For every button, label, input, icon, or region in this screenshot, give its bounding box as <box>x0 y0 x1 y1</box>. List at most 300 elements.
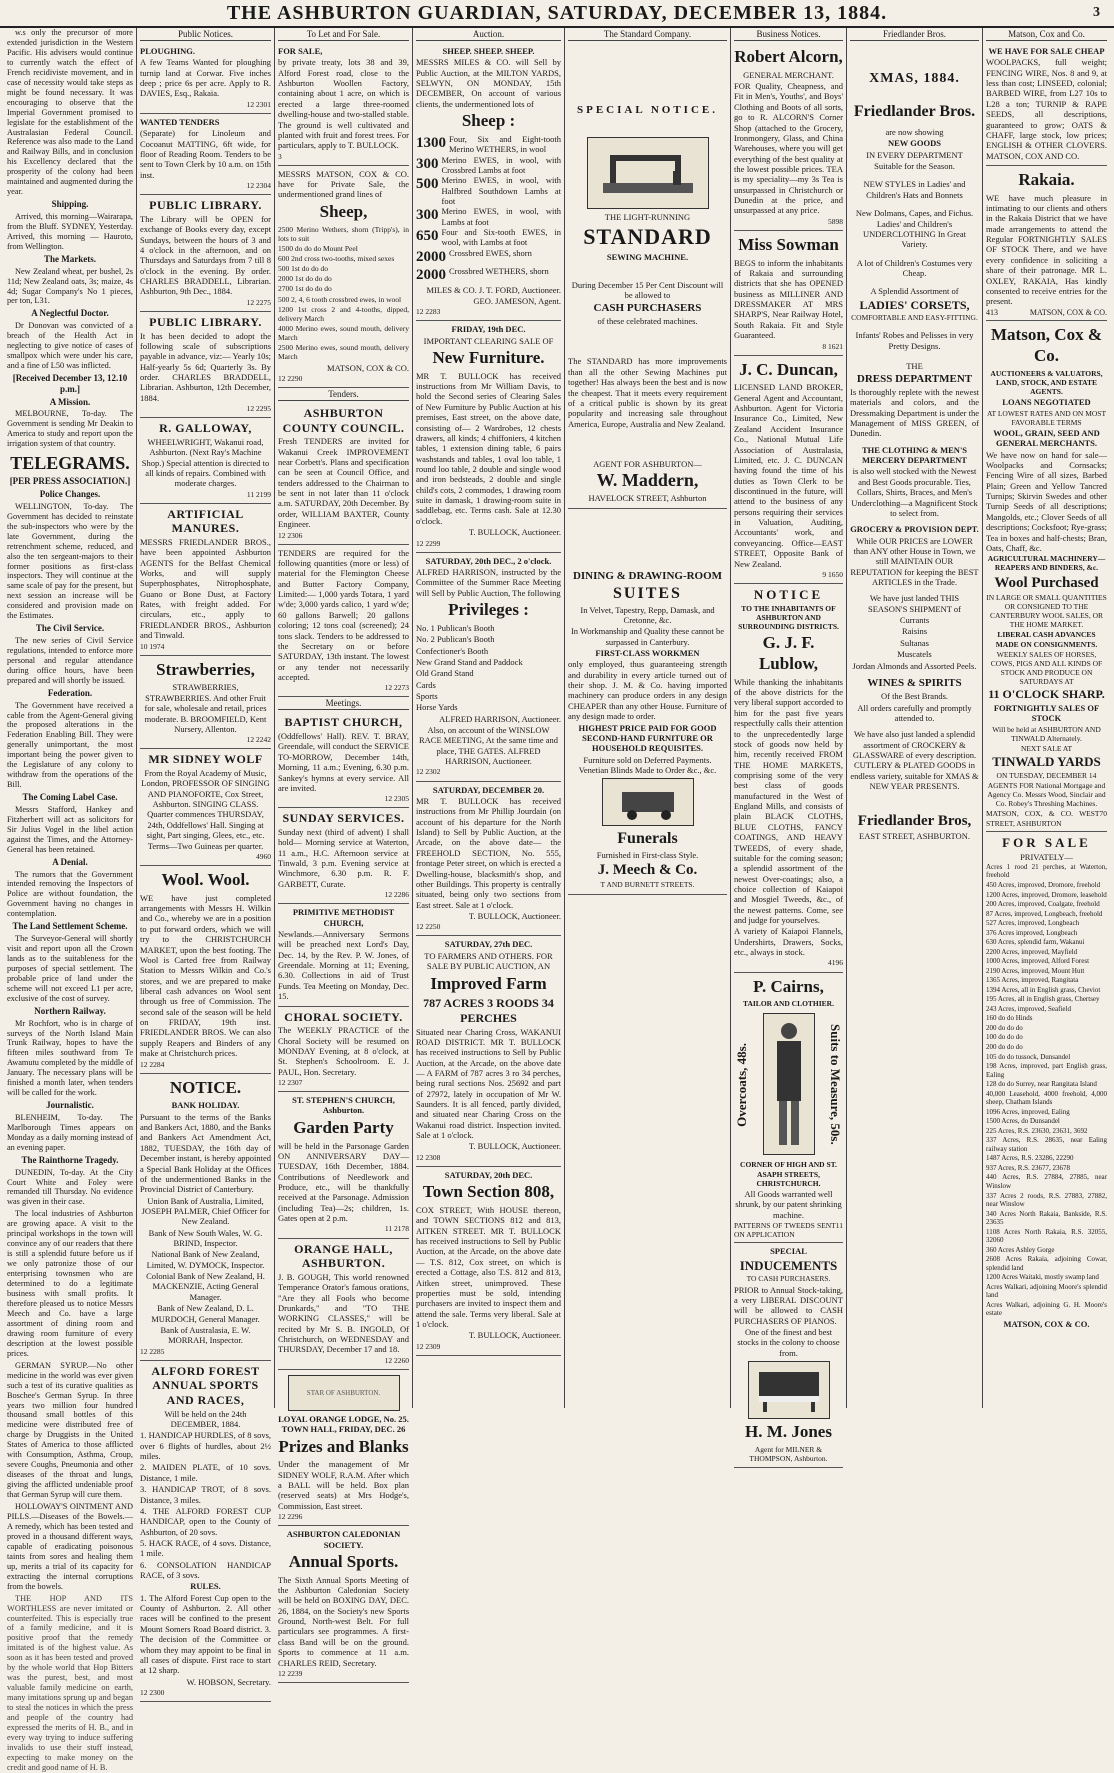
land-lot: 337 Acres, R.S. 28635, near Ealing railway station <box>986 1136 1107 1153</box>
special-notice: SPECIAL NOTICE. <box>577 104 718 116</box>
garden-party-ad <box>278 1092 409 1238</box>
ad-number: 11 2199 <box>246 489 271 499</box>
ad-signature: T. BULLOCK, Auctioneer. <box>468 1330 561 1341</box>
comfortable-text: COMFORTABLE AND EASY-FITTING. <box>851 313 978 323</box>
rakaia-ad <box>986 166 1107 321</box>
bank-entry: Bank of Australasia, E. W. MORRAH, Inspector. <box>160 1324 251 1346</box>
column-heading: The Standard Company. <box>568 28 727 41</box>
fruit-item: Jordan Almonds and Assorted Peels. <box>852 660 977 671</box>
meech-name: J. Meech & Co. <box>597 862 698 879</box>
ad-title: R. GALLOWAY, <box>159 421 252 436</box>
ad-number: 12 2275 <box>246 297 271 307</box>
land-lot: 337 Acres 2 roods, R.S. 27883, 27882, near Winslow <box>986 1191 1107 1209</box>
fruit-item: Sultanas <box>900 637 929 648</box>
piano-illustration <box>748 1361 830 1419</box>
weekly-sales: WEEKLY SALES OF HORSES, COWS, PIGS AND ALL KINDS OF STOCK AND PRODUCE ON SATURDAYS AT <box>990 649 1103 687</box>
shipping-heading: Shipping. <box>51 199 89 210</box>
sheep-line: 1500 do do do Mount Peel <box>278 243 358 253</box>
ad-title: FOR SALE, <box>278 46 323 56</box>
meech-address: T AND BURNETT STREETS. <box>600 880 695 890</box>
cash-purchasers-label: TO CASH PURCHASERS. <box>746 1274 831 1284</box>
ad-signature: ALFRED HARRISON, Auctioneer. <box>439 713 561 724</box>
section-heading: Tenders. <box>278 388 409 401</box>
race-item: 3. HANDICAP TROT, of 8 sovs. Distance, 3 miles. <box>140 1484 271 1505</box>
ad-subtitle: BANK HOLIDAY. <box>171 1100 240 1111</box>
next-sale: NEXT SALE AT <box>1020 743 1073 753</box>
ad-title: Privileges : <box>448 600 529 620</box>
land-lot: 527 Acres, improved, Longbeach <box>986 919 1080 928</box>
civil-heading: The Civil Service. <box>35 623 105 634</box>
columns-container <box>4 28 1110 1772</box>
friedlander-title: Friedlander Bros. <box>853 103 976 120</box>
news-intro: w.s only the precursor of more extended jurisdiction in the Western Pacific. His advisers would continue to currently watch the effect of French recidiviste movement, and in case of necessity would take steps as might be found necessary. It was encouraging to observe that the Imperial Government promised to legislate for the establishment of the Australasian Federal Council. Reference was also made to the Land and Railway Bills, and in conclusion his Excellency declared that the prosperity of the colony had been maintained and augmented during the year. <box>7 28 133 197</box>
friedlander-address: EAST STREET, ASHBURTON. <box>859 830 970 841</box>
agent-name: W. Maddern, <box>596 470 699 491</box>
overcoats-label: Overcoats, 48s. <box>734 1042 749 1127</box>
dining-heading: DINING & DRAWING-ROOM <box>572 569 723 582</box>
ad-text: The Library will be OPEN for exchange of Books every day, except Sundays, between the hours of 3 and 4 o'clock in the afternoon, and on Thursdays and Saturdays from 7 till 8 o'clock in the evening. By order. CHARLES BRADDELL, Librarian. Ashburton, 9th Dec., 1884. <box>140 213 271 297</box>
for-sale-ad <box>986 832 1107 1334</box>
galloway-ad <box>140 418 271 504</box>
privileges-ad <box>416 553 561 782</box>
sewing-machine-illustration <box>587 137 709 209</box>
doctor-text: Dr Donovan was convicted of a breach of the Health Act in neglecting to give notice of cases of smallpox which were under his care, and a fine of L50 was inflicted. <box>7 321 133 371</box>
light-running: THE LIGHT-RUNNING <box>604 212 691 223</box>
ad-number: 12 2306 <box>278 530 303 540</box>
butter-factory-ad <box>278 545 409 698</box>
friedlander-footer-title: Friedlander Bros, <box>857 812 972 829</box>
lublow-ad <box>734 584 843 973</box>
race-item: 1. HANDICAP HURDLES, of 8 sovs, over 6 flights of hurdles, about 2½ miles. <box>140 1430 271 1462</box>
ad-number: 3 <box>278 151 282 161</box>
civil-text: The new series of Civil Service regulations, intended to enforce more personal and regular attendance during office hours, have been prepared and will shortly be issued. <box>7 636 133 685</box>
land-lot: 1000 Acres, improved, Alford Forest <box>986 957 1090 966</box>
ad-title: Prizes and Blanks <box>278 1436 409 1456</box>
sheep-line: 4000 Merino ewes, sound mouth, delivery March <box>278 323 409 343</box>
ploughing-ad <box>140 43 271 114</box>
improved-farm-ad <box>416 936 561 1167</box>
ad-signature: MILES & CO. J. T. FORD, Auctioneer. GEO. JAMESON, Agent. <box>426 285 561 306</box>
star-of-ashburton-caption: STAR OF ASHBURTON. <box>306 1388 381 1397</box>
crockery-text: We have also just landed a splendid assortment of CROCKERY & GLASSWARE of every description. CUTLERY & PLATED GOODS in endless variety, suitable for XMAS & NEW YEAR PRESENTS. <box>850 729 979 792</box>
alcorn-ad <box>734 43 843 231</box>
settlement-text: The Surveyor-General will shortly visit and report upon all the Crown lands as to the suitableness for the purposes of special settlement. The probable price of land under the scheme will not exceed L1 per acre, exclusive of the cost of survey. <box>7 934 133 1003</box>
wines-heading: WINES & SPIRITS <box>867 676 962 689</box>
ad-title: MR SIDNEY WOLF <box>148 752 263 767</box>
markets-heading: The Markets. <box>44 253 96 264</box>
fruit-item: Currants <box>899 615 930 626</box>
wool-purchased-heading: Wool Purchased <box>994 574 1099 591</box>
tenders-wanted-ad <box>140 114 271 195</box>
ad-title: ORANGE HALL, ASHBURTON. <box>294 1241 393 1271</box>
sheep-line: 2500 Merino Wethers, shorn (Tripp's), in lots to suit <box>278 224 409 243</box>
ad-title: New Furniture. <box>432 348 545 368</box>
sewing-machine-label: SEWING MACHINE. <box>606 251 689 262</box>
strawberries-ad <box>140 656 271 750</box>
land-lot: 200 Acres, improved, Coalgate, freehold <box>986 900 1100 909</box>
library-hours-ad <box>140 195 271 312</box>
ad-lead: TO FARMERS AND OTHERS. FOR SALE BY PUBLIC AUCTION, AN <box>424 950 553 972</box>
sheep-lot <box>416 206 561 227</box>
town-section-ad <box>416 1167 561 1356</box>
grocery-text: While OUR PRICES are LOWER than ANY other House in Town, we still MAINTAIN OUR REPUTATION for keeping the BEST ARTICLES in the Trade. <box>850 535 979 588</box>
ad-footer-row <box>986 809 1107 827</box>
landed-text: We have just landed THIS SEASON'S SHIPMENT of <box>867 593 961 614</box>
ad-number: 4960 <box>256 851 271 861</box>
loans-heading: LOANS NEGOTIATED <box>1002 397 1091 408</box>
ad-signature: MATSON, COX & CO. <box>327 362 409 373</box>
ad-title: PUBLIC LIBRARY. <box>149 314 262 329</box>
ad-text: From the Royal Academy of Music, London, PROFESSOR OF SINGING AND PIANOFORTE, Cox Street, Ashburton. SINGING CLASS. Quarter commences THURSDAY, 24th, Oddfellows' Hall. Singing at sight, Part singing, Glees, etc., etc. Terms—Two Guineas per quarter. <box>141 768 270 851</box>
land-lot: 1200 Acres, improved, Dromore, leasehold <box>986 890 1107 899</box>
county-council-ad <box>278 403 409 545</box>
mercery-text: is also well stocked with the Newest and Best Goods procurable. Ties, Collars, Shirts, Braces, and Men's Underclothing—a Magnificent Stock to select from. <box>851 466 978 518</box>
ad-title: Matson, Cox & Co. <box>991 325 1102 366</box>
ad-date: SATURDAY, 27th DEC. <box>444 939 533 950</box>
costumes-text: A lot of Children's Costumes very Cheap. <box>856 257 973 278</box>
libel-text: Messrs Stafford, Hankey and Fitzherbert will act as solicitors for Sir Julius Vogel in the libel action against the Times, and the Attorney-General has been retained. <box>7 804 133 854</box>
ad-title: Improved Farm <box>430 973 547 993</box>
police-text: WELLINGTON, To-day. The Government has decided to reinstate the sub-inspectors who were by the late Government, during the retrenchment scheme, reduced, and also the ten sergeant-majors to their former positions as first-class inspectors. They will continue at the same scale of pay for the present, but next session an increase will be considered and provision made on the Estimates. <box>7 501 133 621</box>
land-lot: 1108 Acres North Rakaia, R.S. 32055, 32060 <box>986 1227 1107 1245</box>
ad-text: WE have just completed arrangements with Messrs H. Wilkin and Co., whereby we are in a position to put forward orders, which we will try to the CHRISTCHURCH MARKET, upon the best footing. The Wool is Carted free from Railway Station to Messrs Wilkin and Co.'s stores, and we are prepared to make liberal cash advances on Wool sent through us free of Commission. The second sale of the season will be held on FRIDAY, 19th inst. FRIEDLANDER BROS. We can also supply Reapers and Binders of any make at Christchurch prices. <box>140 892 271 1059</box>
land-lot: 87 Acres, improved, Longbeach, freehold <box>986 909 1103 918</box>
ad-number: 12 2239 <box>278 1668 303 1678</box>
liberal-advances: LIBERAL CASH ADVANCES MADE ON CONSIGNMENTS. <box>995 630 1098 649</box>
tragedy-heading: The Rainthorne Tragedy. <box>21 1154 119 1165</box>
land-lot: 40,000 Leasehold, 4000 freehold, 4,000 sheep, Chatham Islands <box>986 1089 1107 1107</box>
funerals-text: Furnished in First-class Style. <box>596 849 699 860</box>
ad-text: The Sixth Annual Sports Meeting of the Ashburton Caledonian Society will be held on BOXING DAY, DEC. 26, 1884, on the Society's new Sports Ground, North-west Belt. For full particulars see programmes. A first-class Band will be on the ground. Sports to commence at 11 a.m. CHARLES REID, Secretary. <box>278 1574 409 1668</box>
ad-title: ASHBURTON COUNTY COUNCIL. <box>282 406 405 435</box>
ad-signature: MATSON, COX & CO. <box>1029 307 1107 317</box>
rules-text: 1. The Alford Forest Cup open to the County of Ashburton. 2. All other races will be confined to the present Mount Somers Road Board district. 3. The decision of the Committee or whom they may appoint to be final in all cases of dispute. First race to start at 12 sharp. <box>140 1592 271 1676</box>
ad-text: BEGS to inform the inhabitants of Rakaia and surrounding districts that she has OPENED business as MILLINER AND DRESSMAKER AT MRS SHARP'S, Near Railway Hotel, South Rakaia. Fit and Style Guaranteed. <box>734 257 843 341</box>
ad-title: Rakaia. <box>1018 169 1075 189</box>
ad-text: Fresh TENDERS are invited for Wakanui Creek IMPROVEMENT near Corbett's. Plans and specification can be seen at Council Office, and tenders addressed to the Chairman to be sent in not later than 11 o'clock a.m. SATURDAY, 20th December. By order, WILLIAM BAXTER, County Engineer. <box>278 436 409 530</box>
sowman-ad <box>734 231 843 356</box>
ad-subtitle: AUCTIONEERS & VALUATORS, LAND, STOCK, AND ESTATE AGENTS. <box>990 368 1103 397</box>
race-item: 5. HACK RACE, of 4 sovs. Distance, 1 mile. <box>140 1537 271 1559</box>
ad-number: 11 2178 <box>384 1224 409 1234</box>
agri-machinery: AGRICULTURAL MACHINERY— REAPERS AND BINDERS, &c. <box>987 554 1106 573</box>
ad-title: PUBLIC LIBRARY. <box>149 198 262 213</box>
fortnightly-text: Will be held at ASHBURTON AND TINWALD Alternately. <box>992 724 1101 743</box>
lot-desc: Merino EWES, in wool, with Lambs at foot <box>441 206 561 227</box>
ad-title: PLOUGHING. <box>140 46 196 56</box>
highest-price-text: HIGHEST PRICE PAID FOR GOOD SECOND-HAND FURNITURE OR HOUSEHOLD REQUISITES. <box>578 722 717 754</box>
wool-purchased-text: IN LARGE OR SMALL QUANTITIES OR CONSIGNED TO THE CANTERBURY WOOL SALES, OR THE HOME MARKET. <box>986 592 1107 630</box>
press-note: [PER PRESS ASSOCIATION.] <box>9 476 131 487</box>
tragedy-text: DUNEDIN, To-day. At the City Court White and Foley were remanded till Thursday. No evidence was given in their case. <box>7 1167 133 1207</box>
business-notices-column <box>730 28 846 1463</box>
veneer-text: Furniture sold on Deferred Payments. Venetian Blinds Made to Order &c., &c. <box>578 754 717 775</box>
land-lot: 1096 Acres, improved, Ealing <box>986 1107 1070 1116</box>
auction-column <box>412 28 564 1408</box>
cairns-ad <box>734 973 843 1244</box>
privilege-item: Horse Yards <box>416 702 458 713</box>
friedlander-ad <box>850 124 979 845</box>
column-heading: Matson, Cox and Co. <box>986 28 1107 41</box>
hearse-illustration <box>602 778 694 826</box>
ad-text: TENDERS are required for the following quantities (more or less) of material for the Flemington Cheese and Butter Factory Company, Limited:— 1,000 yards Totara, 1 yard w'de; 3,000 yards calico, 1 yard w'de; 60 gallons Barwell; 20 gallons coloring; 12 tons coal (screened); 24 tons slack. Tenders to be addressed to the Secretary on or before SATURDAY, 13th instant. The lowest or any tender not necessarily accepted. <box>278 547 409 682</box>
sheep-sale-ad <box>278 166 409 388</box>
settlement-heading: The Land Settlement Scheme. <box>12 921 128 932</box>
orders-text: All orders carefully and promptly attended to. <box>857 702 972 724</box>
new-goods: NEW GOODS <box>888 138 941 149</box>
german-syrup-text: GERMAN SYRUP.—No other medicine in the world was ever given such a test of its curative qualities as Boschee's German Syrup. In three years two million four hundred thousand small bottles of this medicine were distributed free of charge by Druggists in the United States of America to those afflicted with Consumption, Asthma, Croup, severe Coughs, Pneumonia and other diseases of the throat and lungs, giving the afflicted undeniable proof that German Syrup will cure them. <box>7 1360 133 1500</box>
jones-pianos-ad <box>734 1243 843 1468</box>
hop-bitters-text: THE HOP AND ITS WORTHLESS are never imitated or counterfeited. This is especially true of a family medicine, and it is positive proof that the remedy imitated is of the highest value. As soon as it has been tested and proved by the whole world that Hop Bitters was the purest, best, and most valuable family medicine on earth, many imitations sprung up and began to steal the notices in which the press and people of the country had expressed the merits of H. B., and in every way trying to induce suffering invalids to use their stuff instead, expecting to make money on the credit and good name of H. B. <box>7 1593 133 1772</box>
ad-text: MESSRS FRIEDLANDER BROS., have been appointed Ashburton AGENTS for the Belfast Chemical Works, and will supply Superphosphates, Nitrophosphate, Guano or Bone Dust, at Factory Rates, with freight added. For circulars, etc., apply to FRIEDLANDER BROS., Ashburton and Tinwald. <box>140 536 271 641</box>
lot-desc: Four, Six and Eight-tooth Merino WETHERS, in wool <box>449 133 561 155</box>
suites-text: In Velvet, Tapestry, Repp, Damask, and Cretonne, &c. <box>580 604 715 625</box>
land-lot: 100 do do do <box>986 1033 1023 1042</box>
library-subscriptions-ad <box>140 312 271 418</box>
cash-purchasers: CASH PURCHASERS <box>593 301 702 314</box>
ad-text: STRAWBERRIES, STRAWBERRIES. And other Fruit for sale, wholesale and retail, prices moderate. B. BROOMFIELD, Kent Nursery, Allenton. <box>144 682 267 734</box>
standard-company-column <box>564 28 730 1408</box>
sheep-lot <box>416 175 561 206</box>
orange-hall-ad <box>278 1239 409 1370</box>
ad-number: 10 1974 <box>140 641 165 651</box>
ad-number: 12 2300 <box>140 1688 165 1697</box>
prizes-blanks-ad <box>278 1370 409 1526</box>
ad-footer: A variety of Kaiapoi Flannels, Undershirts, Drawers, Socks, etc., always in stock. <box>734 926 843 958</box>
piano-icon <box>753 1366 825 1414</box>
fruit-item: Raisins <box>901 626 928 637</box>
sheep-line: 1200 1st cross 2 and 4-tooths, dipped, delivery March <box>278 304 409 323</box>
land-lot: 1487 Acres, R.S. 23286, 22290 <box>986 1154 1074 1163</box>
duncan-ad <box>734 356 843 584</box>
rules-heading: RULES. <box>190 1581 221 1592</box>
ad-number: 12 2308 <box>416 1152 441 1162</box>
freehold-ad <box>416 782 561 937</box>
fruit-item: Muscatels <box>897 649 932 660</box>
primitive-methodist-ad <box>278 904 409 1006</box>
journalistic-text: BLENHEIM, To-day. The Marlborough Times appears on Monday as a daily morning instead of an evening paper. <box>7 1112 133 1152</box>
ad-title: NOTICE. <box>169 1077 242 1097</box>
dress-text: Is thoroughly replete with the newest materials and colors, and the Dressmaking Department is under the Management of MISS GREEN, of Dunedin. <box>850 386 979 439</box>
splendid-text: A Splendid Assortment of <box>870 286 959 297</box>
ad-title: ALFORD FOREST ANNUAL SPORTS AND RACES, <box>151 1363 260 1408</box>
ad-title: Wool. Wool. <box>161 870 250 890</box>
ad-number: 12 2299 <box>416 538 441 548</box>
for-sale-list: We have now on hand for sale— Woolpacks and Cornsacks; Fencing Wire of all sizes, Barbed Plain; Green and Yellow Tancred Turnips; Skirvin Swedes and other Turnip Seeds of all descriptions; Mangolds, etc.; Clover Seeds of all descriptions; Cocksfoot; Rye-grass; Tea in boxes and half-chests; Bran, Oats, Chaff, &c. <box>986 449 1108 553</box>
ad-number: 12 2242 <box>246 735 271 745</box>
ad-number: 8 1621 <box>822 341 843 351</box>
mercery-heading: THE CLOTHING & MEN'S MERCERY DEPARTMENT <box>861 444 968 466</box>
race-item: 6. CONSOLATION HANDICAP RACE, of 3 sovs. <box>140 1559 271 1581</box>
ad-text: WE have much pleasure in intimating to our clients and others in the Rakaia District that we have made arrangements to attend the Regular FORTNIGHTLY SALES OF STOCK There, and we have every confidence in soliciting a share of their patronage. MR L. OXLEY, RAKAIA, Has kindly consented to receive entries for the present. <box>986 192 1107 307</box>
ad-number: 12 2284 <box>140 1059 165 1069</box>
ad-title: Annual Sports. <box>288 1551 399 1571</box>
ad-text: WHEELWRIGHT, Wakanui road, Ashburton. (Next Ray's Machine Shop.) Special attention is directed to all kinds of repairs. Combined with moderate charges. <box>141 436 270 489</box>
hearse-icon <box>608 782 688 822</box>
ad-title: WANTED TENDERS <box>140 116 220 127</box>
alford-races-ad <box>140 1361 271 1702</box>
land-lot: 937 Acres, R.S. 23677, 23678 <box>986 1163 1070 1172</box>
land-lot: 200 do do do <box>986 1023 1023 1032</box>
land-lot: 376 Acres improved, Longbeach <box>986 928 1078 937</box>
ad-number: 12 2302 <box>416 767 441 777</box>
railway-heading: Northern Railway. <box>34 1005 106 1016</box>
ad-text: Newlands.—Anniversary Sermons will be preached next Lord's Day, Dec. 14, by the Rev. P. W. Jones, of Greendale. Morning at 11; Evening, 6.30. Collections in aid of Trust Funds. Tea Meeting on Monday, Dec. 15. <box>278 929 409 1002</box>
ad-text: FOR Quality, Cheapness, and Fit in Men's, Youths', and Boys' Clothing and Boots of all sorts, go to R. ALCORN'S Corner Shop (attached to the Grocery, Ironmongery, Glass, and China Warehouses, where you will get everything of the best quality at the lowest possible prices. TEA is my speciality—my 3s Tea is unsurpassed in Christchurch or Dunedin at the price, and unsurpassed at any price. <box>734 81 843 216</box>
column-heading: Public Notices. <box>140 28 271 41</box>
ad-signature: T. BULLOCK, Auctioneer. <box>468 527 561 538</box>
land-lots-list <box>986 863 1107 1318</box>
ad-title: G. J. F. Lublow, <box>758 633 819 674</box>
patterns-row <box>734 1221 843 1239</box>
privilege-item: Cards <box>416 679 436 690</box>
matson-sale-ad <box>986 43 1107 166</box>
land-lot: 1394 Acres, all in English grass, Cheviot <box>986 985 1101 994</box>
dolmans-text: New Dolmans, Capes, and Fichus. Ladies' and Children's UNDERCLOTHING In Great Variety. <box>855 208 974 250</box>
land-lot: 160 do do Hinds <box>986 1014 1033 1023</box>
ad-title: Sheep : <box>461 111 516 131</box>
lot-count: 650 <box>416 228 439 245</box>
ad-text: by private treaty, lots 38 and 39, Alford Forest road, close to the Ashburton Woollen Factory, containing about 1 acre, on which is erected a large three-roomed dwelling-house and two-stalled stable. The ground is well cultivated and planted with fruit and forest trees. For particulars, apply to T. BULLOCK. <box>278 57 409 151</box>
ad-text: Will be held on the 24th DECEMBER, 1884. <box>164 1408 247 1430</box>
lot-count: 300 <box>416 155 439 172</box>
fortnightly-heading: FORTNIGHTLY SALES OF STOCK <box>993 702 1100 724</box>
matson-agents-ad <box>986 321 1107 831</box>
ad-text: MESSRS MILES & CO. will Sell by Public Auction, at the MILTON YARDS, SELWYN, ON MONDAY, 15th DECEMBER, On account of various clients, the undermentioned lots of <box>416 57 561 109</box>
land-lot: 1365 Acres, improved, Rangitata <box>986 976 1079 985</box>
lot-desc: Four and Six-tooth EWES, in wool, with Lambs at foot <box>441 227 561 248</box>
ad-subtitle: TAILOR AND CLOTHIER. <box>743 999 834 1009</box>
lot-desc: Crossbred EWES, shorn <box>449 247 532 258</box>
shipping-text: Arrived, this morning—Wairarapa, from the Bluff. SYDNEY, Yesterday. Arrived, this morning — Hauroto, from Wellington. <box>7 212 133 251</box>
notice-heading: NOTICE <box>753 587 824 602</box>
ad-number: 12 2250 <box>416 922 441 932</box>
sheep-lot <box>416 227 561 248</box>
ad-text: COX STREET, With HOUSE thereon, and TOWN SECTIONS 812 and 813, AITKEN STREET. MR T. BULLOCK has received instructions to Sell by Public Auction, at the Arcade, on the above date— T.S. 812, Cox street, on which is erected a Cottage, also T.S. 812 and 813, Aitken street, unimproved. These properties must be sold, intending purchasers are invited to inspect them and attend the sale. Terms very liberal. Sale at 1 o'clock. <box>416 1205 561 1329</box>
discount-text: During December 15 Per Cent Discount will be allowed to <box>571 279 724 301</box>
ad-signature: T. BULLOCK, Auctioneer. <box>468 910 561 921</box>
suits-label: Suits to Measure, 50s. <box>828 1024 843 1145</box>
ad-text: Sunday next (third of advent) I shall hold— Morning service at Waterton, 11 a.m., H.C. Afternoon service at Tinwald, 3 p.m. Evening service at Winchmore, 6.30 p.m. R. F. GARBETT, Curate. <box>278 827 409 889</box>
sheep-line: 600 2nd cross two-tooths, mixed sexes <box>278 253 395 263</box>
ad-title: ARTIFICIAL MANURES. <box>167 506 244 536</box>
ad-subtitle: LOYAL ORANGE LODGE, No. 25. TOWN HALL, FRIDAY, DEC. 26 <box>278 1413 409 1435</box>
land-lot: 630 Acres, splendid farm, Wakanui <box>986 938 1085 947</box>
ad-title: Garden Party <box>293 1117 394 1137</box>
matson-cox-column <box>982 28 1110 1408</box>
ad-date: SATURDAY, DECEMBER 20. <box>432 784 545 795</box>
land-lot: 440 Acres, R.S. 27884, 27885, near Winslow <box>986 1173 1107 1190</box>
received-note: [Received December 13, 12.10 p.m.] <box>12 372 128 394</box>
ad-text: WOOLPACKS, full weight; FENCING WIRE, Nos. 8 and 9, at less than cost; LINSEED, colonial; BARBED WIRE, from L27 10s to L28 a ton; TURNIP & RAPE SEEDS, all descriptions, guaranteed to grow; OATS & CHAFF, large stock, low prices; ENGLISH & OTHER CLOVERS. MATSON, COX AND CO. <box>986 57 1107 161</box>
ad-number: 12 2305 <box>384 794 409 804</box>
workmanship-text: In Workmanship and Quality these cannot be surpassed in Canterbury. <box>570 626 725 647</box>
styles-text: NEW STYLES in Ladies' and Children's Hats and Bonnets <box>863 179 966 200</box>
column-heading: To Let and For Sale. <box>278 28 409 41</box>
privately-label: PRIVATELY— <box>1020 851 1073 862</box>
land-lot: Acres Walkari, adjoining G. H. Moore's estate <box>986 1300 1107 1318</box>
sidney-wolf-ad <box>140 749 271 866</box>
ad-signature: MATSON, COX & CO. <box>1003 1318 1090 1329</box>
bank-entry: Bank of New Zealand, D. L. MURDOCH, General Manager. <box>151 1303 260 1324</box>
agent-address: HAVELOCK STREET, Ashburton <box>588 493 707 504</box>
ad-subtitle: GENERAL MERCHANT. <box>743 69 834 80</box>
ad-number: 12 2283 <box>416 307 441 317</box>
public-notices-column <box>136 28 274 1697</box>
to-let-column <box>274 28 412 1678</box>
privilege-item: Sports <box>416 690 438 701</box>
caledonian-ad <box>278 1526 409 1683</box>
meech-furniture-ad <box>568 509 727 895</box>
land-lot: Acres Walkari, adjoining Moore's splendid land <box>986 1282 1107 1300</box>
ad-text: Pursuant to the terms of the Banks and Bankers Act, 1880, and the Banks and Bankers Act Amendment Act, 1882, TUESDAY, the 16th day of December instant, is hereby appointed a Special Bank Holiday at the Offices of the undermentioned Banks in the Provincial District of Canterbury. <box>140 1111 271 1195</box>
news-column <box>4 28 136 1772</box>
denial-heading: A Denial. <box>52 856 88 867</box>
tinwald-yards: TINWALD YARDS <box>992 753 1101 769</box>
markets-text: New Zealand wheat, per bushel, 2s 11d; New Zealand oats, 3s; maize, 4s 4d; Sugar Company's No 1 pieces, per ton, L31. <box>7 266 133 306</box>
farm-size: 787 ACRES 3 ROODS 34 PERCHES <box>423 996 554 1025</box>
dress-heading: DRESS DEPARTMENT <box>856 372 973 385</box>
every-dept: IN EVERY DEPARTMENT <box>866 149 963 160</box>
lot-desc: Merino EWES, in wool, with Halfbred Southdown Lambs at foot <box>441 175 561 207</box>
sheep-line: 500 2, 4, 6 tooth crossbred ewes, in wool <box>278 294 402 304</box>
newspaper-title: THE ASHBURTON GUARDIAN, SATURDAY, DECEMBER 13, 1884. <box>226 2 888 24</box>
land-lot: 450 Acres, improved, Dromore, freehold <box>986 880 1101 889</box>
notice-subheading: TO THE INHABITANTS OF ASHBURTON AND SURROUNDING DISTRICTS. <box>738 603 839 632</box>
telegrams-heading: TELEGRAMS. <box>10 453 130 474</box>
ad-text: The WEEKLY PRACTICE of the Choral Society will be resumed on MONDAY Evening, at 8 o'clock, at St. Stephen's Schoolroom. E. J. PAUL, Hon. Secretary. <box>278 1025 409 1077</box>
ad-title: BAPTIST CHURCH, <box>284 715 403 730</box>
race-item: 2. MAIDEN PLATE, of 10 sovs. Distance, 1 mile. <box>140 1462 271 1483</box>
corsets-heading: LADIES' CORSETS, <box>859 297 970 312</box>
special-label: SPECIAL <box>770 1246 807 1257</box>
sheep-lot <box>416 134 561 155</box>
section-heading: Meetings. <box>278 697 409 710</box>
column-heading: Friedlander Bros. <box>850 28 979 41</box>
bank-entry: Colonial Bank of New Zealand, H. MACKENZIE, Acting General Manager. <box>146 1271 265 1302</box>
land-lot: 198 Acres, improved, part English grass, Ealing <box>986 1062 1107 1079</box>
ad-text: (Oddfellows' Hall). REV. T. BRAY, Greendale, will conduct the SERVICE TO-MORROW, December 14th, Morning, 11 a.m.; Evening, 6.30 p.m. Sankey's hymns at every service. All are invited. <box>278 731 409 793</box>
bank-entry: National Bank of New Zealand, Limited, W. DYMOCK, Inspector. <box>146 1249 265 1270</box>
ad-lead: IMPORTANT CLEARING SALE OF <box>423 335 554 346</box>
land-lot: 340 Acres North Rakaia, Bankside, R.S. 23635 <box>986 1209 1107 1227</box>
railway-text: Mr Rochfort, who is in charge of surveys of the North Island Main Trunk Railway, hopes to have the fifteen miles southward from Te Awamutu completed by the middle of January. The necessary plans will be finished a month later, when tenders will be called for the work. <box>7 1018 133 1098</box>
for-sale-heading: FOR SALE <box>1002 834 1091 850</box>
page-number: 3 <box>1093 5 1100 20</box>
standard-sewing-ad <box>568 43 727 509</box>
eleven-sharp: 11 O'CLOCK SHARP. <box>988 687 1105 702</box>
ad-title: J. C. Duncan, <box>739 359 838 379</box>
sheep-line: 2700 1st do do do <box>278 284 332 294</box>
police-heading: Police Changes. <box>39 488 101 499</box>
agents-text: AGENTS FOR National Mortgage and Agency Co. Messrs Wood, Sinclair and Co. Robey's Threshing Machines. <box>987 780 1106 809</box>
doctor-heading: A Neglectful Doctor. <box>31 308 109 319</box>
shrink-text: All Goods warranted well shrunk, by our patent shrinking machine. <box>735 1188 842 1220</box>
land-lot: 360 Acres Ashley Gorge <box>986 1245 1055 1254</box>
lot-count: 500 <box>416 176 439 193</box>
bank-entry: Union Bank of Australia, Limited, JOSEPH PALMER, Chief Officer for New Zealand. <box>141 1195 270 1227</box>
sunday-services-ad <box>278 808 409 904</box>
improvements-text: The STANDARD has more improvements than all the other Sewing Machines put together! Has always been the best and is now the cheapest. That it meets every requirement of a critical public is shown by its great popularity and increasing sale throughout America, Europe, Australia and New Zealand. <box>568 356 727 429</box>
ad-text: Situated near Charing Cross, WAKANUI ROAD DISTRICT. MR T. BULLOCK has received instructions to Sell by Public Auction, at the Arcade, on the above date— A FARM of 787 acres 3 ro 34 perches, being rural sections Nos. 25692 and part of 27972, lately in occupation of Mr W. Saunders. It is all fenced, partly divided, and situated near Charing Cross on the Wakanui road district. Inspection invited. Sale at 1 o'clock. <box>416 1026 561 1141</box>
ad-text: Under the management of Mr SIDNEY WOLF, R.A.M. After which a BALL will be held. Box plan (reserved seats) at Mrs Hodge's, Commission, East street. <box>278 1459 409 1511</box>
ad-title: Sheep, <box>319 201 368 221</box>
land-lot: Acres 1 rood 21 perches, at Waterton, freehold <box>986 862 1107 880</box>
first-class-heading: FIRST-CLASS WORKMEN <box>595 647 700 658</box>
choral-ad <box>278 1007 409 1093</box>
patterns-text: PATTERNS OF TWEEDS SENT ON APPLICATION <box>734 1220 836 1240</box>
ad-title: SUNDAY SERVICES. <box>282 811 405 826</box>
